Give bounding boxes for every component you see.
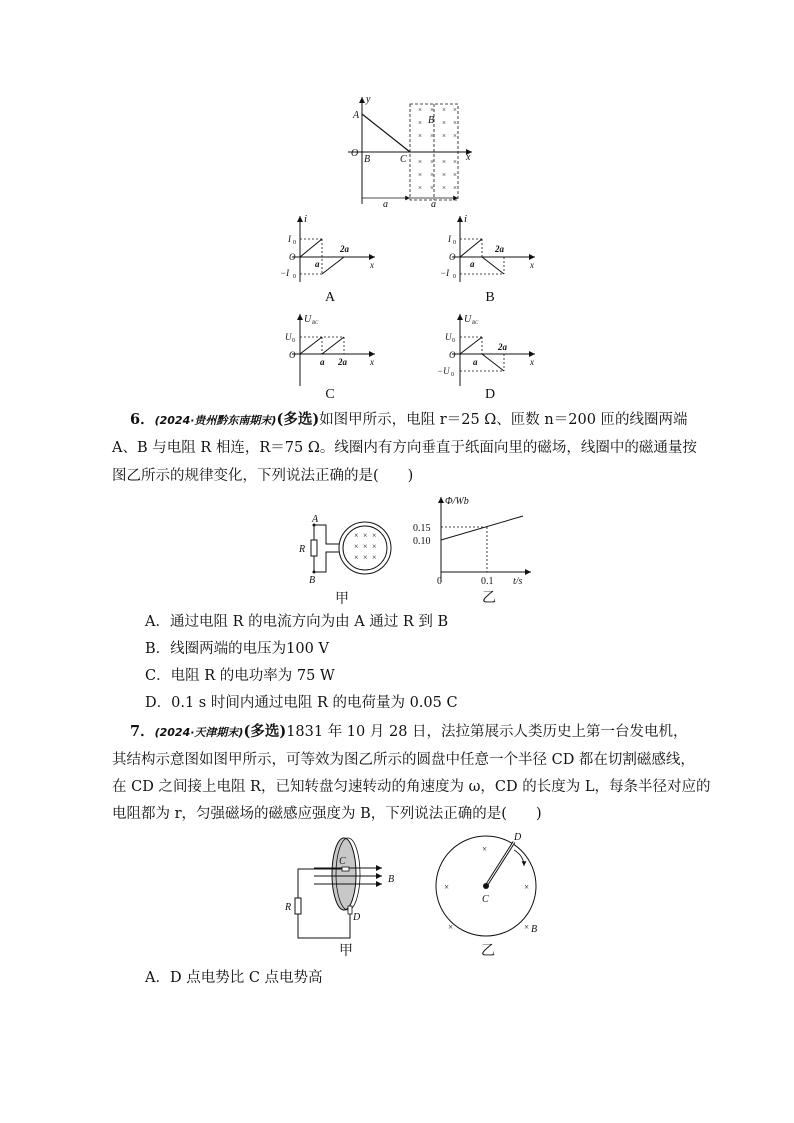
svg-text:×: × bbox=[354, 542, 359, 551]
label-x: x bbox=[466, 152, 471, 163]
svg-text:U: U bbox=[445, 332, 452, 342]
label-y: y bbox=[366, 94, 371, 105]
svg-text:a: a bbox=[315, 259, 320, 269]
graph-B bbox=[440, 212, 540, 305]
svg-text:×: × bbox=[354, 553, 359, 562]
svg-text:0: 0 bbox=[293, 240, 296, 246]
svg-text:0: 0 bbox=[451, 372, 454, 378]
graph-D bbox=[437, 310, 540, 402]
svg-text:0: 0 bbox=[453, 274, 456, 280]
svg-text:×: × bbox=[524, 882, 530, 892]
svg-text:BC: BC bbox=[472, 321, 479, 326]
dim-a-1: a bbox=[383, 199, 388, 210]
svg-text:×: × bbox=[442, 184, 446, 192]
svg-text:×: × bbox=[372, 531, 377, 540]
label-B-point: B bbox=[364, 154, 371, 165]
field-crosses bbox=[418, 106, 457, 192]
q7-line3: 在 CD 之间接上电阻 R，已知转盘匀速转动的角速度为 ω，CD 的长度为 L，每条半径对应的 bbox=[112, 779, 711, 795]
svg-text:0: 0 bbox=[292, 338, 295, 344]
label-C: C bbox=[400, 154, 407, 165]
svg-text:×: × bbox=[363, 531, 368, 540]
svg-text:×: × bbox=[453, 184, 457, 192]
q7-figure-yi bbox=[432, 828, 552, 959]
svg-text:×: × bbox=[418, 119, 422, 127]
svg-text:O: O bbox=[449, 350, 456, 360]
svg-text:a: a bbox=[320, 357, 325, 367]
q6-figure-yi bbox=[405, 492, 535, 606]
svg-text:0: 0 bbox=[293, 274, 296, 280]
svg-text:x: x bbox=[370, 260, 374, 270]
svg-text:a: a bbox=[470, 259, 475, 269]
svg-text:×: × bbox=[354, 531, 359, 540]
svg-text:I: I bbox=[288, 234, 291, 244]
graph-C bbox=[280, 310, 380, 402]
svg-text:C: C bbox=[482, 894, 489, 905]
svg-text:B: B bbox=[388, 874, 395, 885]
svg-text:×: × bbox=[430, 171, 434, 179]
q6-option-D[interactable]: D．0.1 s 时间内通过电阻 R 的电荷量为 0.05 C bbox=[145, 695, 458, 711]
svg-text:B: B bbox=[309, 575, 316, 586]
svg-text:R: R bbox=[299, 544, 306, 555]
svg-text:x: x bbox=[530, 357, 534, 367]
q6-line2: A、B 与电阻 R 相连，R＝75 Ω。线圈内有方向垂直于纸面向里的磁场，线圈中的磁通量按 bbox=[112, 440, 697, 456]
svg-text:BC: BC bbox=[312, 321, 319, 326]
svg-text:0: 0 bbox=[452, 338, 455, 344]
q6-option-A[interactable]: A．通过电阻 R 的电流方向为由 A 通过 R 到 B bbox=[145, 614, 449, 630]
svg-text:U: U bbox=[464, 314, 472, 325]
q6-jia-caption: 甲 bbox=[335, 591, 349, 607]
svg-text:x: x bbox=[530, 260, 534, 270]
svg-text:×: × bbox=[372, 542, 377, 551]
svg-text:×: × bbox=[444, 882, 450, 892]
svg-text:×: × bbox=[442, 119, 446, 127]
svg-text:×: × bbox=[442, 171, 446, 179]
graph-D-label: D bbox=[484, 387, 496, 402]
graph-A-label: A bbox=[324, 290, 336, 305]
svg-text:x: x bbox=[370, 357, 374, 367]
svg-text:×: × bbox=[363, 553, 368, 562]
svg-text:2a: 2a bbox=[340, 244, 349, 254]
svg-text:0: 0 bbox=[453, 240, 456, 246]
svg-text:2a: 2a bbox=[498, 342, 507, 352]
q6-line3: 图乙所示的规律变化，下列说法正确的是( ) bbox=[112, 468, 414, 484]
graph-C-label: C bbox=[325, 387, 335, 402]
svg-text:a: a bbox=[473, 357, 478, 367]
svg-text:×: × bbox=[418, 158, 422, 166]
q7-line2: 其结构示意图如图甲所示，可等效为图乙所示的圆盘中任意一个半径 CD 都在切割磁感线， bbox=[112, 752, 695, 768]
svg-text:×: × bbox=[453, 106, 457, 114]
svg-text:−I: −I bbox=[440, 268, 450, 278]
dim-a-2: a bbox=[431, 199, 436, 210]
svg-text:i: i bbox=[304, 213, 308, 225]
svg-text:O: O bbox=[289, 350, 296, 360]
graph-A bbox=[280, 212, 380, 305]
svg-text:×: × bbox=[442, 158, 446, 166]
label-field-B: B bbox=[428, 115, 435, 126]
q7-line1: 7．(2024·天津期末)(多选)1831 年 10 月 28 日，法拉第展示人类历史上第一台发电机， bbox=[130, 723, 688, 740]
svg-text:O: O bbox=[449, 252, 456, 262]
svg-text:×: × bbox=[442, 106, 446, 114]
svg-text:B: B bbox=[531, 924, 538, 935]
label-A: A bbox=[353, 110, 360, 121]
svg-text:×: × bbox=[448, 922, 454, 932]
svg-text:A: A bbox=[312, 514, 319, 525]
svg-text:×: × bbox=[482, 844, 488, 854]
q7-yi-caption: 乙 bbox=[481, 943, 495, 959]
svg-text:2a: 2a bbox=[338, 357, 347, 367]
svg-text:×: × bbox=[372, 553, 377, 562]
q7-figure-jia bbox=[282, 832, 412, 959]
q7-jia-caption: 甲 bbox=[339, 943, 353, 959]
svg-text:×: × bbox=[418, 106, 422, 114]
svg-text:Φ/Wb: Φ/Wb bbox=[445, 496, 469, 507]
svg-text:U: U bbox=[285, 332, 292, 342]
svg-text:C: C bbox=[339, 856, 346, 867]
svg-text:D: D bbox=[514, 832, 522, 843]
svg-text:×: × bbox=[442, 132, 446, 140]
svg-text:t/s: t/s bbox=[513, 576, 523, 587]
svg-text:×: × bbox=[430, 106, 434, 114]
svg-text:×: × bbox=[418, 171, 422, 179]
svg-text:0: 0 bbox=[437, 576, 442, 587]
svg-text:i: i bbox=[464, 213, 468, 225]
svg-text:D: D bbox=[353, 912, 361, 923]
svg-text:×: × bbox=[430, 158, 434, 166]
svg-text:2a: 2a bbox=[495, 244, 504, 254]
svg-text:I: I bbox=[448, 234, 451, 244]
svg-text:R: R bbox=[285, 902, 292, 913]
svg-text:U: U bbox=[304, 314, 312, 325]
top-figure bbox=[340, 92, 480, 212]
svg-text:×: × bbox=[453, 119, 457, 127]
svg-text:0.15: 0.15 bbox=[413, 523, 431, 534]
label-O: O bbox=[351, 148, 359, 159]
svg-text:−I: −I bbox=[280, 268, 290, 278]
q6-option-C[interactable]: C．电阻 R 的电功率为 75 W bbox=[145, 668, 335, 684]
svg-text:×: × bbox=[363, 542, 368, 551]
q7-line4: 电阻都为 r，匀强磁场的磁感应强度为 B，下列说法正确的是( ) bbox=[112, 806, 542, 822]
svg-text:×: × bbox=[418, 132, 422, 140]
q6-line1: 6．(2024·贵州黔东南期末)(多选)如图甲所示，电阻 r＝25 Ω、匝数 n＝200 匝的线圈两端 bbox=[130, 411, 688, 428]
svg-text:0.10: 0.10 bbox=[413, 536, 431, 547]
graph-B-label: B bbox=[485, 290, 495, 305]
svg-text:×: × bbox=[453, 158, 457, 166]
q6-figure-jia bbox=[290, 510, 410, 607]
svg-text:0.1: 0.1 bbox=[481, 576, 494, 587]
svg-text:×: × bbox=[453, 132, 457, 140]
svg-text:−U: −U bbox=[437, 366, 450, 376]
svg-text:×: × bbox=[430, 132, 434, 140]
q6-option-B[interactable]: B．线圈两端的电压为100 V bbox=[145, 641, 329, 657]
svg-text:×: × bbox=[430, 184, 434, 192]
svg-text:×: × bbox=[418, 184, 422, 192]
svg-text:×: × bbox=[524, 922, 530, 932]
svg-text:×: × bbox=[453, 171, 457, 179]
q7-option-A[interactable]: A．D 点电势比 C 点电势高 bbox=[145, 970, 323, 986]
q6-yi-caption: 乙 bbox=[482, 590, 496, 606]
svg-text:O: O bbox=[289, 252, 296, 262]
